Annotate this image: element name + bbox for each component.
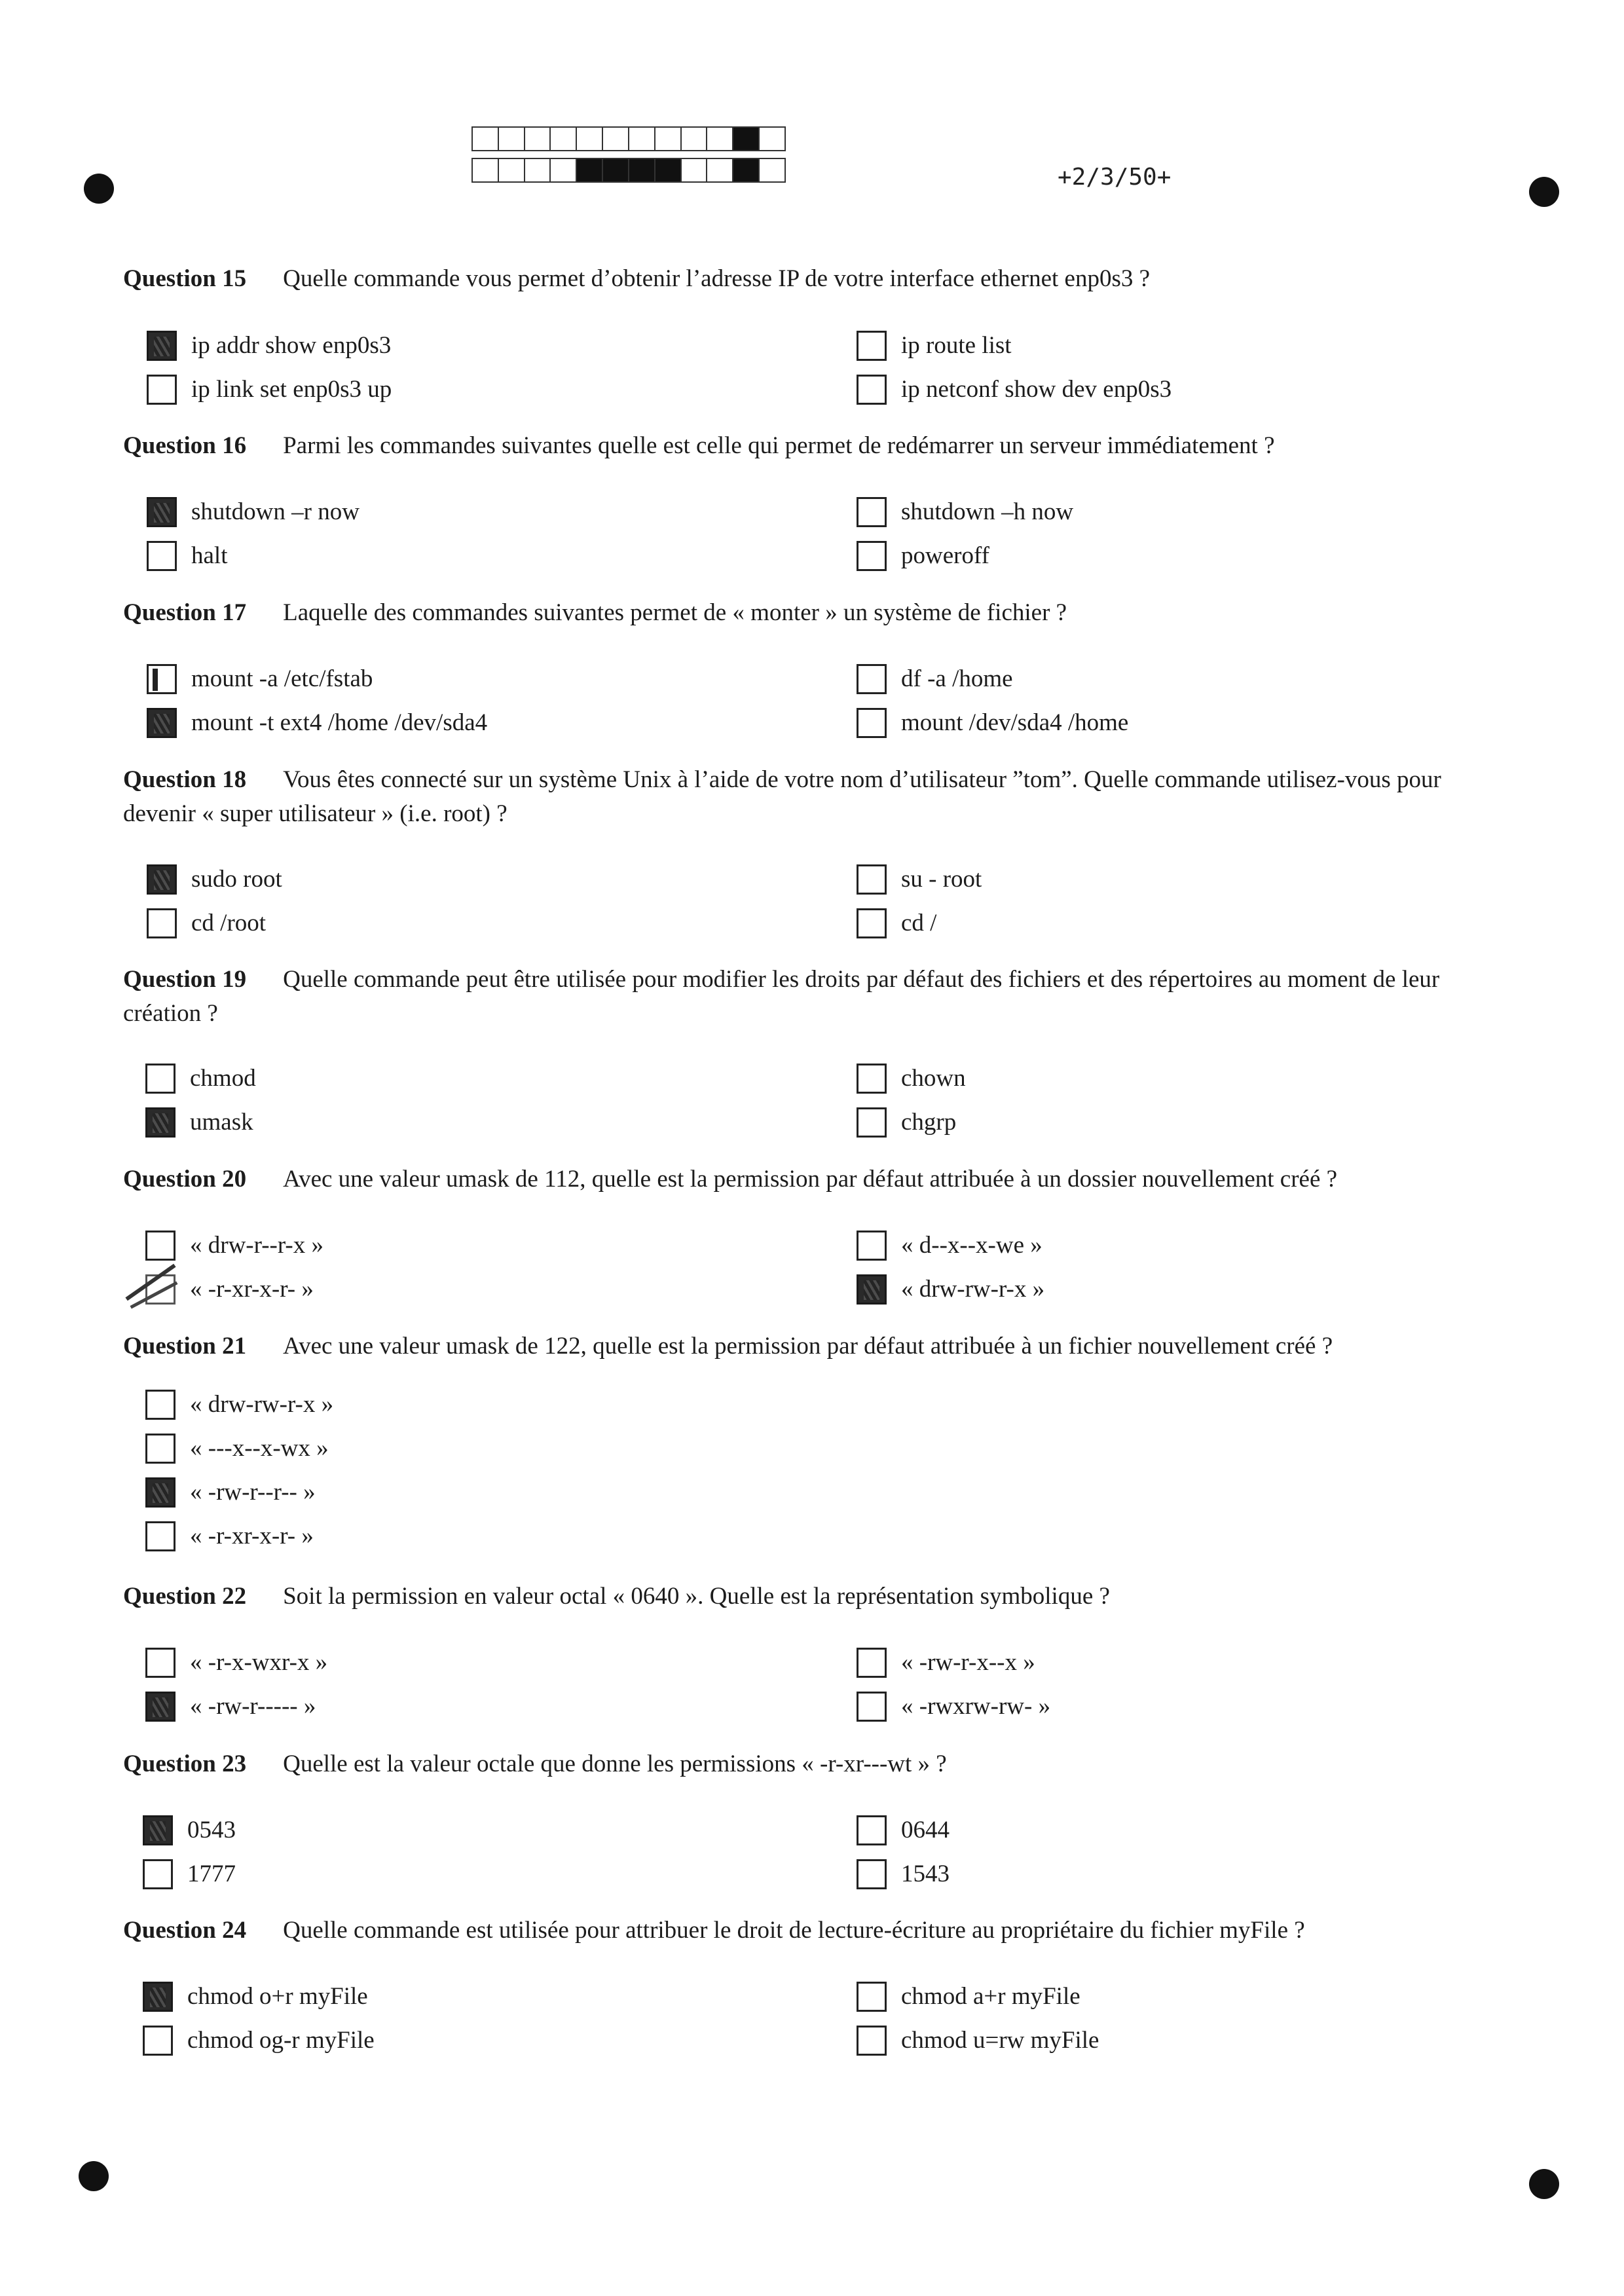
registration-mark-bottom-right [1529, 2169, 1559, 2199]
answer-label: chmod u=rw myFile [901, 2027, 1099, 2054]
answer-option[interactable] [145, 1520, 314, 1553]
question-text: Quelle est la valeur octale que donne les permissions « -r-xr---wt » ? [283, 1750, 947, 1777]
checkbox[interactable] [145, 1521, 175, 1551]
answer-option[interactable] [147, 373, 392, 406]
answer-option[interactable] [857, 1980, 1080, 2013]
barcode-cell [551, 159, 577, 181]
answer-label: « drw-rw-r-x » [190, 1391, 334, 1418]
answer-label: « -r-xr-x-r- » [190, 1276, 314, 1303]
question-text: Parmi les commandes suivantes quelle est celle qui permet de redémarrer un serveur immédiatement ? [283, 432, 1275, 459]
checkbox[interactable] [147, 541, 177, 571]
checkbox[interactable] [147, 497, 177, 527]
answer-label: su - root [901, 866, 982, 893]
answer-label: « -rw-r--r-- » [190, 1479, 316, 1506]
barcode-top [471, 126, 786, 151]
answer-label: chmod [190, 1065, 256, 1092]
barcode-cell [525, 159, 551, 181]
answer-label: halt [191, 542, 228, 569]
barcode-cell [682, 159, 708, 181]
barcode-cell [551, 128, 577, 150]
question-16 [123, 429, 1518, 463]
barcode-cell [473, 159, 499, 181]
checkbox[interactable] [857, 497, 887, 527]
answer-label: mount -a /etc/fstab [191, 665, 373, 692]
answer-label: df -a /home [901, 665, 1013, 692]
answer-option[interactable] [857, 540, 989, 572]
question-18 [123, 763, 1518, 831]
answer-option[interactable] [145, 1062, 256, 1095]
answer-option[interactable] [147, 540, 227, 572]
answer-option[interactable] [857, 1646, 1035, 1679]
answer-option[interactable] [147, 907, 266, 940]
answer-option[interactable] [857, 1690, 1050, 1723]
answer-option[interactable] [147, 863, 282, 896]
question-number: Question 18 [123, 766, 247, 793]
question-21 [123, 1329, 1518, 1363]
answer-label: ip link set enp0s3 up [191, 376, 392, 403]
question-number: Question 22 [123, 1583, 247, 1610]
question-24 [123, 1914, 1518, 1948]
barcode-cell [760, 159, 784, 181]
answer-label: « -rw-r----- » [190, 1693, 316, 1720]
question-number: Question 20 [123, 1166, 247, 1193]
question-number: Question 21 [123, 1333, 247, 1360]
answer-label: chgrp [901, 1109, 957, 1136]
checkbox[interactable] [143, 1982, 173, 2012]
answer-label: mount /dev/sda4 /home [901, 709, 1129, 736]
barcode-cell [499, 159, 525, 181]
barcode-cell [707, 159, 733, 181]
checkbox[interactable] [857, 908, 887, 938]
answer-option[interactable] [857, 373, 1172, 406]
answer-label: « drw-rw-r-x » [901, 1276, 1045, 1303]
question-number: Question 23 [123, 1750, 247, 1777]
answer-label: ip route list [901, 332, 1012, 359]
answer-option[interactable] [143, 1980, 368, 2013]
checkbox[interactable] [143, 2026, 173, 2056]
barcode-cell [629, 159, 655, 181]
checkbox[interactable] [145, 1231, 175, 1261]
checkbox[interactable] [147, 664, 177, 694]
barcode-cell [577, 128, 603, 150]
answer-label: chmod o+r myFile [187, 1983, 368, 2010]
answer-option[interactable] [147, 329, 391, 362]
answer-label: 1777 [187, 1861, 236, 1887]
answer-label: chown [901, 1065, 966, 1092]
barcode-cell [655, 159, 682, 181]
answer-label: ip netconf show dev enp0s3 [901, 376, 1172, 403]
answer-option[interactable] [857, 1106, 956, 1139]
answer-label: « -rw-r-x--x » [901, 1649, 1035, 1676]
barcode-cell [473, 128, 499, 150]
checkbox[interactable] [147, 908, 177, 938]
checkbox[interactable] [857, 1064, 887, 1094]
answer-option[interactable] [145, 1432, 329, 1465]
barcode-cell [525, 128, 551, 150]
answer-label: « -r-x-wxr-x » [190, 1649, 328, 1676]
answer-label: « drw-r--r-x » [190, 1232, 323, 1259]
question-number: Question 17 [123, 599, 247, 626]
checkbox[interactable] [145, 1477, 175, 1508]
registration-mark-top-left [84, 174, 114, 204]
question-text: Quelle commande vous permet d’obtenir l’adresse IP de votre interface ethernet enp0s3 ? [283, 265, 1151, 292]
checkbox[interactable] [857, 1648, 887, 1678]
registration-mark-bottom-left [79, 2161, 109, 2191]
answer-label: shutdown –h now [901, 498, 1074, 525]
checkbox[interactable] [147, 864, 177, 895]
question-number: Question 19 [123, 966, 247, 993]
answer-label: cd / [901, 910, 937, 936]
checkbox[interactable] [857, 1859, 887, 1889]
barcode-cell [733, 159, 760, 181]
barcode-cell [603, 159, 629, 181]
answer-label: ip addr show enp0s3 [191, 332, 392, 359]
answer-option[interactable] [145, 1690, 316, 1723]
checkbox[interactable] [857, 1692, 887, 1722]
checkbox[interactable] [145, 1107, 175, 1138]
question-number: Question 16 [123, 432, 247, 459]
question-15 [123, 262, 1518, 296]
answer-option[interactable] [145, 1229, 323, 1262]
answer-option[interactable] [147, 496, 360, 528]
answer-option[interactable] [857, 1814, 950, 1847]
question-text: Quelle commande est utilisée pour attribuer le droit de lecture-écriture au propriétaire du fichier myFile ? [283, 1917, 1305, 1944]
checkbox[interactable] [143, 1815, 173, 1845]
question-23 [123, 1747, 1518, 1781]
answer-option[interactable] [857, 329, 1012, 362]
answer-option[interactable] [857, 1858, 950, 1891]
checkbox[interactable] [143, 1859, 173, 1889]
checkbox[interactable] [857, 708, 887, 738]
checkbox[interactable] [857, 541, 887, 571]
answer-label: mount -t ext4 /home /dev/sda4 [191, 709, 488, 736]
checkbox[interactable] [145, 1648, 175, 1678]
answer-option[interactable] [143, 1814, 236, 1847]
answer-option[interactable] [145, 1476, 316, 1509]
answer-option[interactable] [145, 1388, 333, 1421]
answer-label: « ---x--x-wx » [190, 1435, 329, 1462]
answer-option[interactable] [147, 707, 487, 739]
answer-option[interactable] [857, 1273, 1044, 1306]
barcode-cell [629, 128, 655, 150]
answer-option[interactable] [143, 1858, 236, 1891]
answer-option[interactable] [857, 907, 936, 940]
barcode-cell [499, 128, 525, 150]
answer-label: 0543 [187, 1817, 236, 1843]
answer-label: « d--x--x-we » [901, 1232, 1043, 1259]
barcode-cell [603, 128, 629, 150]
checkbox[interactable] [857, 2026, 887, 2056]
answer-label: 0644 [901, 1817, 950, 1843]
answer-option[interactable] [857, 863, 982, 896]
answer-label: shutdown –r now [191, 498, 360, 525]
question-text: Avec une valeur umask de 112, quelle est la permission par défaut attribuée à un dossier nouvellement créé ? [283, 1166, 1338, 1193]
checkbox[interactable] [147, 375, 177, 405]
page-identifier: +2/3/50+ [1058, 164, 1172, 191]
checkbox[interactable] [145, 1064, 175, 1094]
checkbox[interactable] [857, 375, 887, 405]
answer-option[interactable] [143, 2024, 375, 2057]
question-text: Soit la permission en valeur octal « 0640 ». Quelle est la représentation symbolique ? [283, 1583, 1110, 1610]
answer-label: chmod a+r myFile [901, 1983, 1080, 2010]
question-text: Laquelle des commandes suivantes permet de « monter » un système de fichier ? [283, 599, 1067, 626]
answer-option[interactable] [857, 1229, 1043, 1262]
answer-option[interactable] [145, 1646, 327, 1679]
checkbox[interactable] [857, 1815, 887, 1845]
answer-label: chmod og-r myFile [187, 2027, 375, 2054]
barcode-cell [682, 128, 708, 150]
checkbox[interactable] [857, 1107, 887, 1138]
answer-label: cd /root [191, 910, 267, 936]
answer-option[interactable] [147, 663, 373, 695]
checkbox[interactable] [145, 1390, 175, 1420]
checkbox[interactable] [147, 331, 177, 361]
question-number: Question 15 [123, 265, 247, 292]
barcode-cell [733, 128, 760, 150]
question-text: Avec une valeur umask de 122, quelle est la permission par défaut attribuée à un fichier nouvellement créé ? [283, 1333, 1333, 1360]
checkbox[interactable] [147, 708, 177, 738]
question-text: Vous êtes connecté sur un système Unix à l’aide de votre nom d’utilisateur ”tom”. Quelle commande utilisez-vous pour devenir « super utilisateur » (i.e. root) ? [123, 766, 1441, 827]
checkbox[interactable] [857, 1982, 887, 2012]
barcode-cell [655, 128, 682, 150]
checkbox[interactable] [857, 1274, 887, 1305]
answer-option[interactable] [857, 2024, 1099, 2057]
question-20 [123, 1162, 1518, 1196]
checkbox[interactable] [857, 1231, 887, 1261]
barcode-cell [760, 128, 784, 150]
barcode-bottom [471, 158, 786, 183]
question-number: Question 24 [123, 1917, 247, 1944]
registration-mark-top-right [1529, 177, 1559, 207]
question-17 [123, 596, 1518, 630]
checkbox[interactable] [145, 1274, 175, 1305]
answer-label: 1543 [901, 1861, 950, 1887]
answer-label: umask [190, 1109, 253, 1136]
answer-label: poweroff [901, 542, 989, 569]
question-19 [123, 963, 1518, 1031]
checkbox[interactable] [857, 664, 887, 694]
checkbox[interactable] [145, 1692, 175, 1722]
answer-label: « -rwxrw-rw- » [901, 1693, 1051, 1720]
question-text: Quelle commande peut être utilisée pour modifier les droits par défaut des fichiers et des répertoires au moment de leur création ? [123, 966, 1440, 1027]
answer-option[interactable] [857, 1062, 966, 1095]
checkbox[interactable] [857, 864, 887, 895]
answer-option[interactable] [857, 707, 1128, 739]
answer-label: « -r-xr-x-r- » [190, 1523, 314, 1549]
answer-option[interactable] [145, 1106, 253, 1139]
answer-option[interactable] [857, 663, 1013, 695]
checkbox[interactable] [857, 331, 887, 361]
barcode-cell [577, 159, 603, 181]
answer-option[interactable] [145, 1273, 314, 1306]
barcode-cell [707, 128, 733, 150]
answer-label: sudo root [191, 866, 282, 893]
answer-option[interactable] [857, 496, 1073, 528]
checkbox[interactable] [145, 1434, 175, 1464]
question-22 [123, 1580, 1518, 1614]
